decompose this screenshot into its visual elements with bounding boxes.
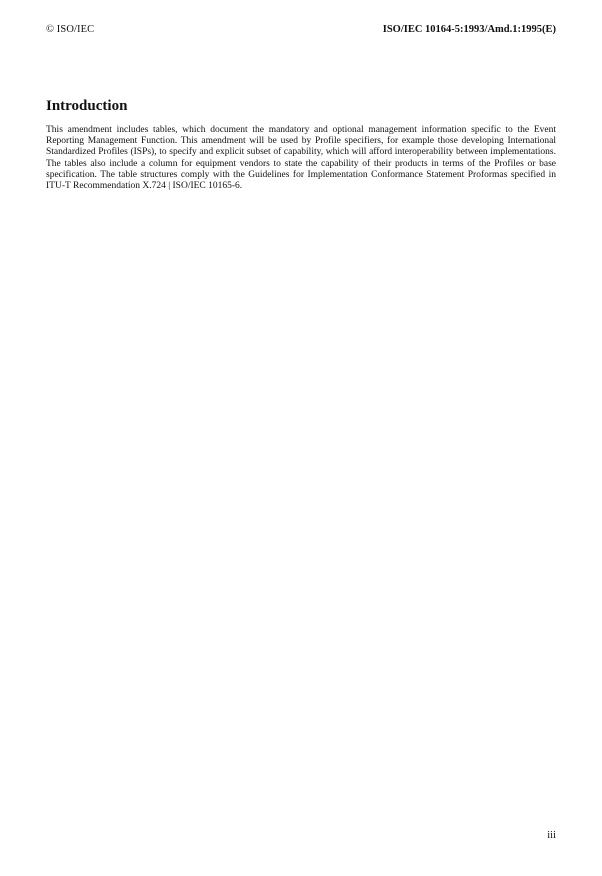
- header-document-id: ISO/IEC 10164-5:1993/Amd.1:1995(E): [382, 24, 556, 35]
- section-body: This amendment includes tables, which document the mandatory and optional management information specific to the Event Reporting Management Function. This amendment will be used by Profile specifiers, for example those developing International Standardized Profiles (ISPs), to specify and explicit subset of capability, which will afford interoperability between implementations. The tables also include a column for equipment vendors to state the capability of their products in terms of the Profiles or base specification. The table structures comply with the Guidelines for Implementation Conformance Statement Proformas specified in ITU-T Recommendation X.724 | ISO/IEC 10165-6.: [46, 125, 556, 192]
- page-number: iii: [547, 830, 556, 841]
- header-copyright: © ISO/IEC: [46, 24, 95, 35]
- section-title: Introduction: [46, 98, 128, 114]
